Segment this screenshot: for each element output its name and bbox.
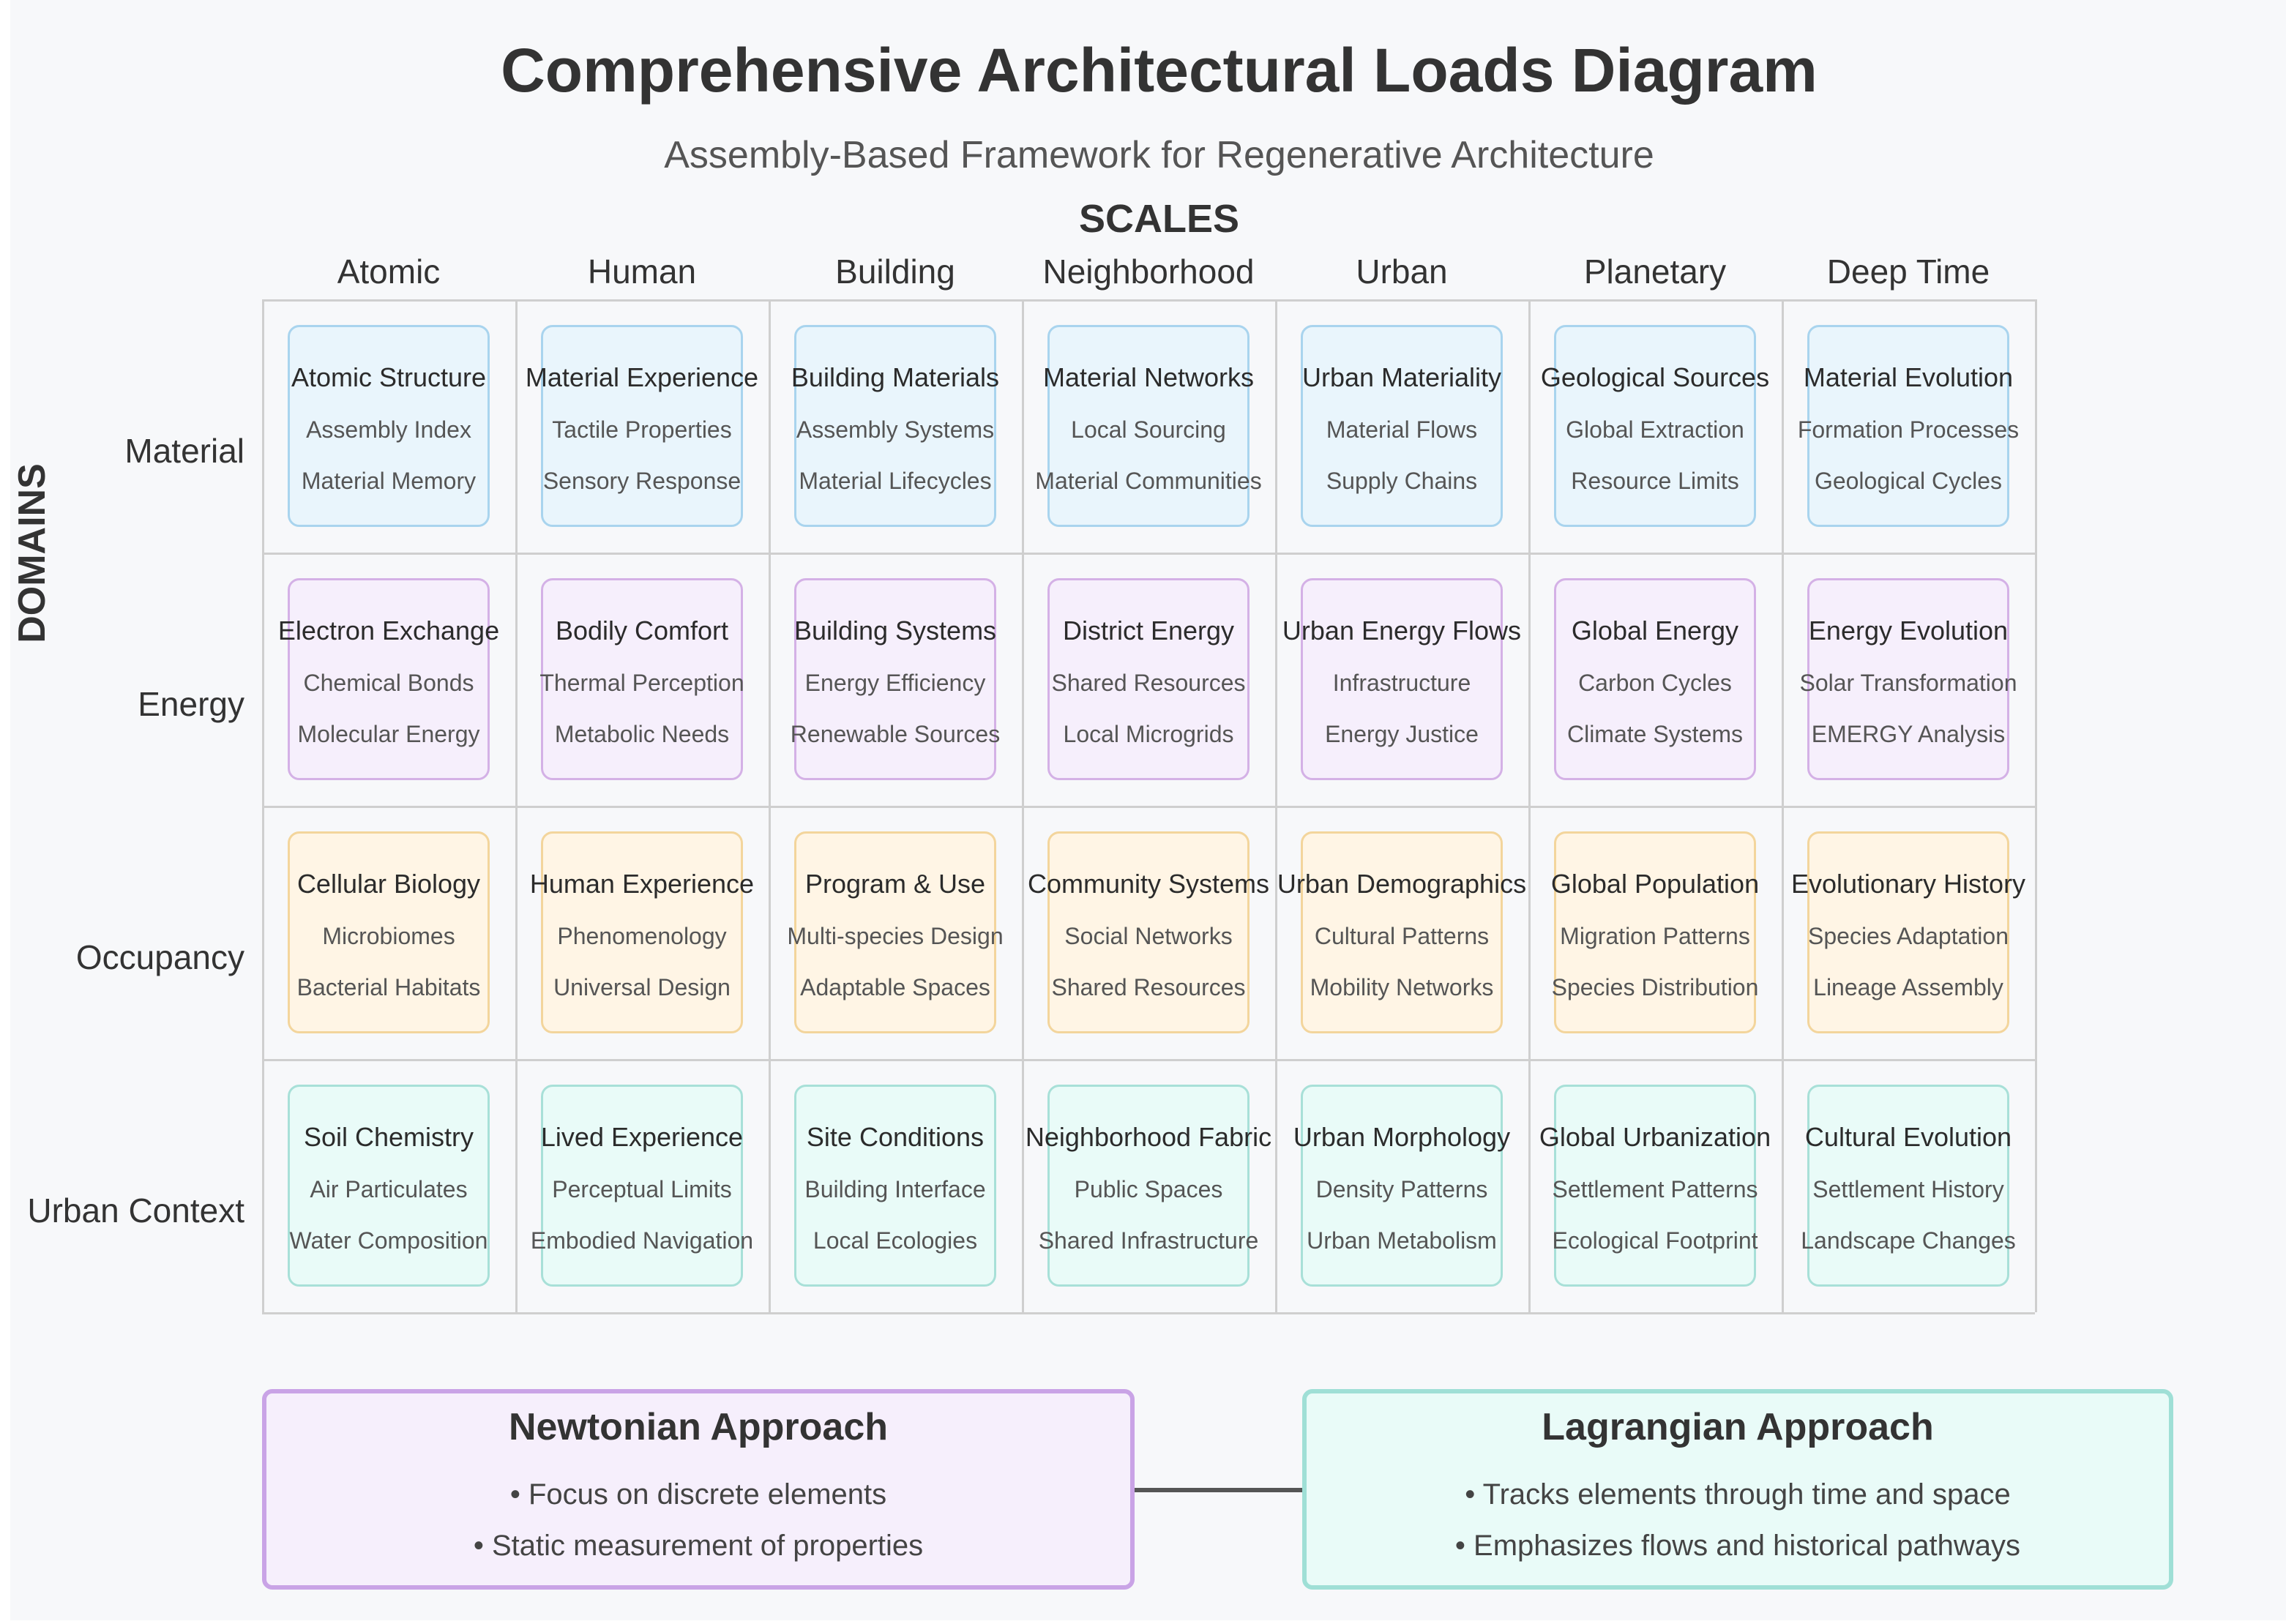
cell-title: Neighborhood Fabric	[1025, 1122, 1272, 1152]
grid-line	[1022, 299, 1024, 1312]
cell-item: Embodied Navigation	[530, 1227, 754, 1254]
domain-scale-cell	[1790, 831, 2026, 1033]
grid-line	[262, 299, 2035, 302]
domain-scale-cell	[790, 578, 1001, 780]
domain-scale-cell	[530, 1085, 754, 1287]
cell-item: Resource Limits	[1571, 468, 1739, 494]
diagram-title: Comprehensive Architectural Loads Diagram	[501, 36, 1818, 105]
scale-header: Human	[587, 252, 697, 291]
lagrangian-approach-box	[1302, 1389, 2173, 1590]
cell-item: Ecological Footprint	[1552, 1227, 1758, 1254]
grid-line	[262, 553, 2035, 555]
cell-item: Shared Resources	[1051, 974, 1246, 1000]
cell-item: Thermal Perception	[539, 670, 744, 696]
approach-point: • Emphasizes flows and historical pathways	[1454, 1530, 2021, 1562]
approach-point: • Focus on discrete elements	[509, 1478, 887, 1511]
scale-header: Planetary	[1583, 252, 1727, 291]
cell-title: Electron Exchange	[277, 615, 500, 646]
cell-title: Building Systems	[793, 615, 997, 646]
cell-item: Material Flows	[1326, 416, 1478, 443]
cell-title: Building Materials	[791, 362, 1000, 392]
cell-item: Adaptable Spaces	[800, 974, 990, 1000]
cell-title: Urban Energy Flows	[1282, 615, 1522, 646]
domain-scale-cell	[1799, 578, 2017, 780]
cell-item: Shared Resources	[1051, 670, 1246, 696]
cell-title: Global Population	[1550, 869, 1760, 899]
cell-item: Perceptual Limits	[552, 1176, 732, 1202]
cell-item: Supply Chains	[1326, 468, 1478, 494]
grid-line	[262, 806, 2035, 808]
cell-item: Material Memory	[301, 468, 477, 494]
cell-item: Species Adaptation	[1808, 923, 2009, 949]
cell-title: Geological Sources	[1540, 362, 1770, 392]
cell-title: Site Conditions	[806, 1122, 985, 1152]
cell-item: Microbiomes	[322, 923, 455, 949]
domain-scale-cell	[787, 831, 1004, 1033]
cell-item: Chemical Bonds	[303, 670, 474, 696]
arrow-connector	[1135, 1475, 1329, 1505]
cell-title: Global Energy	[1571, 615, 1739, 646]
domain-header: Urban Context	[27, 1191, 244, 1230]
cell-title: Community Systems	[1027, 869, 1270, 899]
cell-item: Climate Systems	[1566, 721, 1744, 747]
domain-scale-cell	[1027, 831, 1270, 1033]
approach-point: • Tracks elements through time and space	[1465, 1478, 2011, 1511]
cell-item: Material Lifecycles	[799, 468, 992, 494]
grid-line	[262, 1059, 2035, 1061]
scale-header: Building	[835, 252, 955, 291]
cell-title: Evolutionary History	[1790, 869, 2026, 899]
cell-item: Shared Infrastructure	[1038, 1227, 1259, 1254]
cell-item: Water Composition	[289, 1227, 488, 1254]
grid-line	[1782, 299, 1784, 1312]
scale-header: Neighborhood	[1042, 252, 1255, 291]
cell-title: Cultural Evolution	[1804, 1122, 2012, 1152]
approach-title: Newtonian Approach	[508, 1406, 889, 1448]
approach-title: Lagrangian Approach	[1542, 1406, 1934, 1448]
cell-title: Human Experience	[529, 869, 755, 899]
cell-item: Renewable Sources	[790, 721, 1001, 747]
cell-title: Material Evolution	[1803, 362, 2014, 392]
cell-title: Urban Demographics	[1277, 869, 1527, 899]
domain-scale-cell	[1539, 1085, 1771, 1287]
cell-item: Energy Efficiency	[804, 670, 986, 696]
domain-scale-cell	[1282, 578, 1522, 780]
cell-item: Phenomenology	[557, 923, 727, 949]
approach-point: • Static measurement of properties	[473, 1530, 924, 1562]
cell-title: Global Urbanization	[1539, 1122, 1771, 1152]
cell-item: Migration Patterns	[1560, 923, 1750, 949]
domain-scale-cell	[277, 578, 500, 780]
cell-title: Urban Morphology	[1293, 1122, 1511, 1152]
cell-item: Formation Processes	[1797, 416, 2020, 443]
cell-title: District Energy	[1062, 615, 1235, 646]
cell-item: Carbon Cycles	[1578, 670, 1732, 696]
cell-item: Infrastructure	[1332, 670, 1471, 696]
newtonian-approach-box	[262, 1389, 1135, 1590]
domain-scale-cell	[1801, 1085, 2016, 1287]
cell-title: Lived Experience	[540, 1122, 744, 1152]
cell-item: Local Microgrids	[1063, 721, 1234, 747]
scale-header: Deep Time	[1826, 252, 1990, 291]
scale-header: Atomic	[337, 252, 441, 291]
grid-line	[262, 1312, 2035, 1314]
cell-title: Cellular Biology	[296, 869, 481, 899]
grid-line	[1275, 299, 1277, 1312]
cell-item: Molecular Energy	[297, 721, 480, 747]
domain-scale-cell	[1047, 578, 1250, 780]
grid-line	[262, 299, 264, 1312]
domain-header: Material	[124, 432, 244, 470]
diagram-subtitle: Assembly-Based Framework for Regenerative Architecture	[664, 134, 1654, 176]
domain-scale-cell	[1797, 325, 2020, 527]
cell-title: Energy Evolution	[1808, 615, 2009, 646]
cell-title: Urban Materiality	[1301, 362, 1502, 392]
domain-scale-cell	[791, 325, 1000, 527]
cell-item: Settlement History	[1812, 1176, 2004, 1202]
domain-scale-cell	[1554, 578, 1756, 780]
scales-axis-label: SCALES	[1078, 197, 1240, 241]
domain-scale-cell	[1540, 325, 1770, 527]
cell-item: Lineage Assembly	[1813, 974, 2003, 1000]
cell-item: Social Networks	[1064, 923, 1233, 949]
domain-scale-cell	[1550, 831, 1760, 1033]
cell-item: Energy Justice	[1325, 721, 1479, 747]
cell-item: Solar Transformation	[1799, 670, 2017, 696]
scale-header: Urban	[1356, 252, 1448, 291]
cell-item: Air Particulates	[310, 1176, 468, 1202]
cell-item: Global Extraction	[1566, 416, 1744, 443]
domain-scale-cell	[288, 325, 490, 527]
cell-item: Tactile Properties	[552, 416, 732, 443]
cell-item: Material Communities	[1035, 468, 1262, 494]
domain-header: Occupancy	[75, 938, 244, 976]
cell-title: Atomic Structure	[291, 362, 487, 392]
cell-item: Sensory Response	[542, 468, 742, 494]
cell-title: Bodily Comfort	[555, 615, 729, 646]
cell-item: Density Patterns	[1315, 1176, 1488, 1202]
cell-item: Bacterial Habitats	[296, 974, 481, 1000]
cell-title: Soil Chemistry	[303, 1122, 474, 1152]
domain-scale-cell	[541, 578, 743, 780]
domain-scale-cell	[1035, 325, 1262, 527]
cell-item: Universal Design	[553, 974, 731, 1000]
domain-scale-cell	[1025, 1085, 1272, 1287]
cell-item: Multi-species Design	[787, 923, 1004, 949]
cell-title: Material Experience	[525, 362, 759, 392]
cell-item: Public Spaces	[1074, 1176, 1223, 1202]
domain-scale-cell	[525, 325, 759, 527]
grid-line	[2035, 299, 2037, 1312]
domain-scale-cell	[288, 831, 490, 1033]
domain-scale-cell	[1293, 1085, 1511, 1287]
grid-line	[1528, 299, 1531, 1312]
cell-item: Cultural Patterns	[1314, 923, 1490, 949]
cell-item: Species Distribution	[1551, 974, 1759, 1000]
cell-title: Program & Use	[804, 869, 986, 899]
cell-item: Mobility Networks	[1310, 974, 1494, 1000]
cell-item: Landscape Changes	[1801, 1227, 2016, 1254]
cell-item: EMERGY Analysis	[1811, 721, 2006, 747]
grid-line	[769, 299, 771, 1312]
diagram-canvas	[10, 0, 2286, 1620]
domain-scale-cell	[288, 1085, 490, 1287]
domain-scale-cell	[1301, 325, 1503, 527]
cell-item: Local Sourcing	[1071, 416, 1226, 443]
cell-title: Material Networks	[1042, 362, 1255, 392]
cell-item: Building Interface	[804, 1176, 986, 1202]
cell-item: Geological Cycles	[1814, 468, 2003, 494]
domain-scale-cell	[1277, 831, 1527, 1033]
cell-item: Urban Metabolism	[1307, 1227, 1497, 1254]
grid-line	[515, 299, 518, 1312]
cell-item: Local Ecologies	[813, 1227, 978, 1254]
domain-scale-cell	[794, 1085, 996, 1287]
cell-item: Metabolic Needs	[554, 721, 730, 747]
domain-header: Energy	[138, 685, 244, 723]
cell-item: Settlement Patterns	[1552, 1176, 1758, 1202]
domain-scale-cell	[529, 831, 755, 1033]
cell-item: Assembly Systems	[796, 416, 995, 443]
domains-axis-label: DOMAINS	[11, 463, 53, 643]
cell-item: Assembly Index	[306, 416, 471, 443]
